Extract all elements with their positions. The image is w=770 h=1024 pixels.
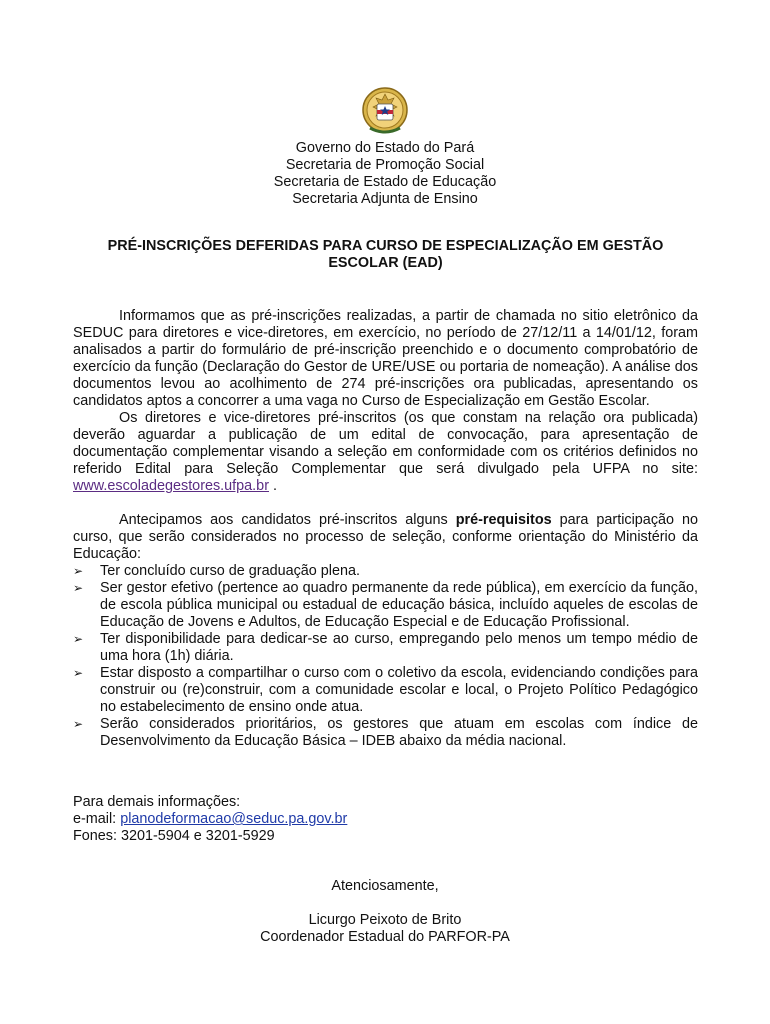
- signature-role: Coordenador Estadual do PARFOR-PA: [260, 929, 510, 945]
- requirement-text: Ter disponibilidade para dedicar-se ao curso, empregando pelo menos um tempo médio de uma hora (1h) diária.: [100, 631, 698, 664]
- requirement-text: Serão considerados prioritários, os gestores que atuam em escolas com índice de Desenvolvimento da Educação Básica – IDEB abaixo da média nacional.: [100, 716, 698, 749]
- requirement-text: Ter concluído curso de graduação plena.: [100, 563, 361, 579]
- arrow-bullet-icon: ➢: [73, 564, 84, 578]
- requirements-list: [73, 563, 698, 750]
- document-header: [0, 140, 770, 208]
- header-secretariat-teaching: Secretaria Adjunta de Ensino: [292, 191, 478, 207]
- email-label: e-mail:: [73, 811, 121, 827]
- header-secretariat-education: Secretaria de Estado de Educação: [273, 174, 497, 190]
- contact-info: [73, 794, 347, 845]
- list-item: [73, 716, 698, 750]
- paragraph-prerequisites: [73, 512, 698, 563]
- document-body: [73, 308, 698, 750]
- arrow-bullet-icon: ➢: [73, 581, 84, 595]
- list-item: [73, 665, 698, 716]
- prereq-bold-term: pré-requisitos: [455, 512, 552, 528]
- state-coat-of-arms-icon: [360, 84, 410, 138]
- escoladegestores-link[interactable]: www.escoladegestores.ufpa.br: [73, 478, 269, 494]
- next-steps-text: Os diretores e vice-diretores pré-inscritos (os que constam na relação ora publicada) deverão aguardar a publicação de um edital de convocação, para apresentação de documentação complementar visando a seleção em conformidade com os critérios definidos no referido Edital para Seleção Complementar que será divulgado pela UFPA no site:: [73, 410, 698, 477]
- prereq-intro-after: para participação no curso, que serão considerados no processo de seleção, conforme orientação do Ministério da Educação:: [73, 512, 699, 562]
- header-government: Governo do Estado do Pará: [295, 140, 475, 156]
- requirement-text: Ser gestor efetivo (pertence ao quadro permanente da rede pública), em exercício da função, de escola pública municipal ou estadual de educação básica, incluído aqueles de escolas de Educação de Jovens e Adultos, de Educação Especial e de Educação Profissional.: [100, 580, 698, 630]
- email-link[interactable]: planodeformacao@seduc.pa.gov.br: [120, 811, 348, 827]
- contact-email-line: [73, 811, 347, 828]
- signature-name: Licurgo Peixoto de Brito: [308, 912, 462, 928]
- title-line-1: PRÉ-INSCRIÇÕES DEFERIDAS PARA CURSO DE ESPECIALIZAÇÃO EM GESTÃO: [107, 238, 664, 254]
- prereq-intro-before: Antecipamos aos candidatos pré-inscritos alguns: [119, 512, 456, 528]
- paragraph-announcement: Informamos que as pré-inscrições realizadas, a partir de chamada no sitio eletrônico da SEDUC para diretores e vice-diretores, em exercício, no período de 27/12/11 a 14/01/12, foram analisados a partir do formulário de pré-inscrição preenchido e o documento comprobatório de exercício da função (Declaração do Gestor de URE/USE ou portaria de nomeação). A análise dos documentos levou ao acolhimento de 274 pré-inscrições ora publicadas, apresentando os candidatos aptos a concorrer a uma vaga no Curso de Especialização em Gestão Escolar.: [73, 308, 698, 409]
- list-item: [73, 580, 698, 631]
- paragraph-next-steps: [73, 410, 698, 495]
- closing-greeting: Atenciosamente,: [331, 878, 439, 894]
- arrow-bullet-icon: ➢: [73, 632, 84, 646]
- next-steps-end: .: [268, 478, 277, 494]
- header-secretariat-social: Secretaria de Promoção Social: [285, 157, 485, 173]
- contact-heading: Para demais informações:: [73, 794, 241, 810]
- arrow-bullet-icon: ➢: [73, 717, 84, 731]
- title-line-2: ESCOLAR (EAD): [328, 255, 443, 271]
- arrow-bullet-icon: ➢: [73, 666, 84, 680]
- document-title: [73, 238, 698, 272]
- signature-block: [0, 912, 770, 946]
- contact-phones: Fones: 3201-5904 e 3201-5929: [73, 828, 275, 844]
- list-item: [73, 563, 698, 580]
- requirement-text: Estar disposto a compartilhar o curso com o coletivo da escola, evidenciando condições para construir ou (re)construir, com a comunidade escolar e local, o Projeto Político Pedagógico no estabelecimento de ensino onde atua.: [100, 665, 698, 715]
- list-item: [73, 631, 698, 665]
